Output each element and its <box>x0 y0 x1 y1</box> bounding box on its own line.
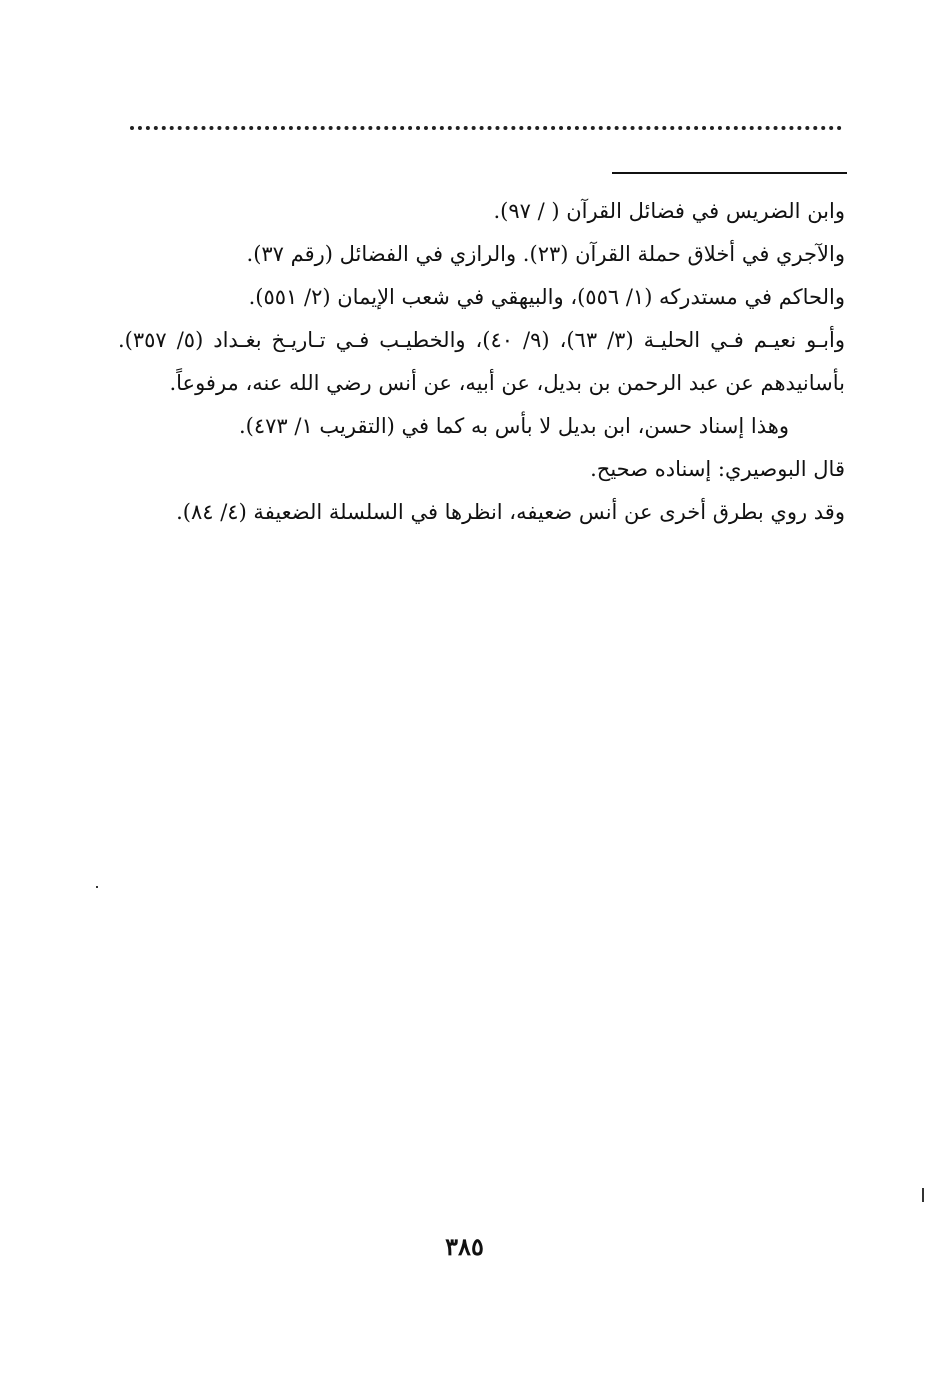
footnote-line-2: والآجري في أخلاق حملة القرآن (٢٣). والرازي في الفضائل (رقم ٣٧). <box>246 242 845 266</box>
footnote-line-1: وابن الضريس في فضائل القرآن ( / ٩٧). <box>493 199 845 223</box>
scan-speck <box>922 1188 924 1202</box>
dotted-separator <box>130 126 842 130</box>
page-number: ٣٨٥ <box>445 1232 484 1261</box>
grading-line-3: وقد روي بطرق أخرى عن أنس ضعيفه، انظرها في السلسلة الضعيفة (٤/ ٨٤). <box>176 500 845 524</box>
footnote-line-3: والحاكم في مستدركه (١/ ٥٥٦)، والبيهقي في شعب الإيمان (٢/ ٥٥١). <box>248 285 845 309</box>
grading-line-2: قال البوصيري: إسناده صحيح. <box>590 457 845 481</box>
footnotes-block <box>118 190 845 534</box>
grading-line-1: وهذا إسناد حسن، ابن بديل لا بأس به كما في (التقريب ١/ ٤٧٣). <box>238 414 789 438</box>
footnote-paragraph: وأبـو نعيـم فـي الحليـة (٣/ ٦٣)، (٩/ ٤٠)، والخطيـب فـي تـاريـخ بغـداد (٥/ ٣٥٧). بأسانيدهم عن عبد الرحمن بن بديل، عن أبيه، عن أنس رضي الله عنه، مرفوعاً. <box>118 328 845 395</box>
footnote-separator-rule <box>612 172 847 174</box>
scan-speck <box>96 886 98 888</box>
